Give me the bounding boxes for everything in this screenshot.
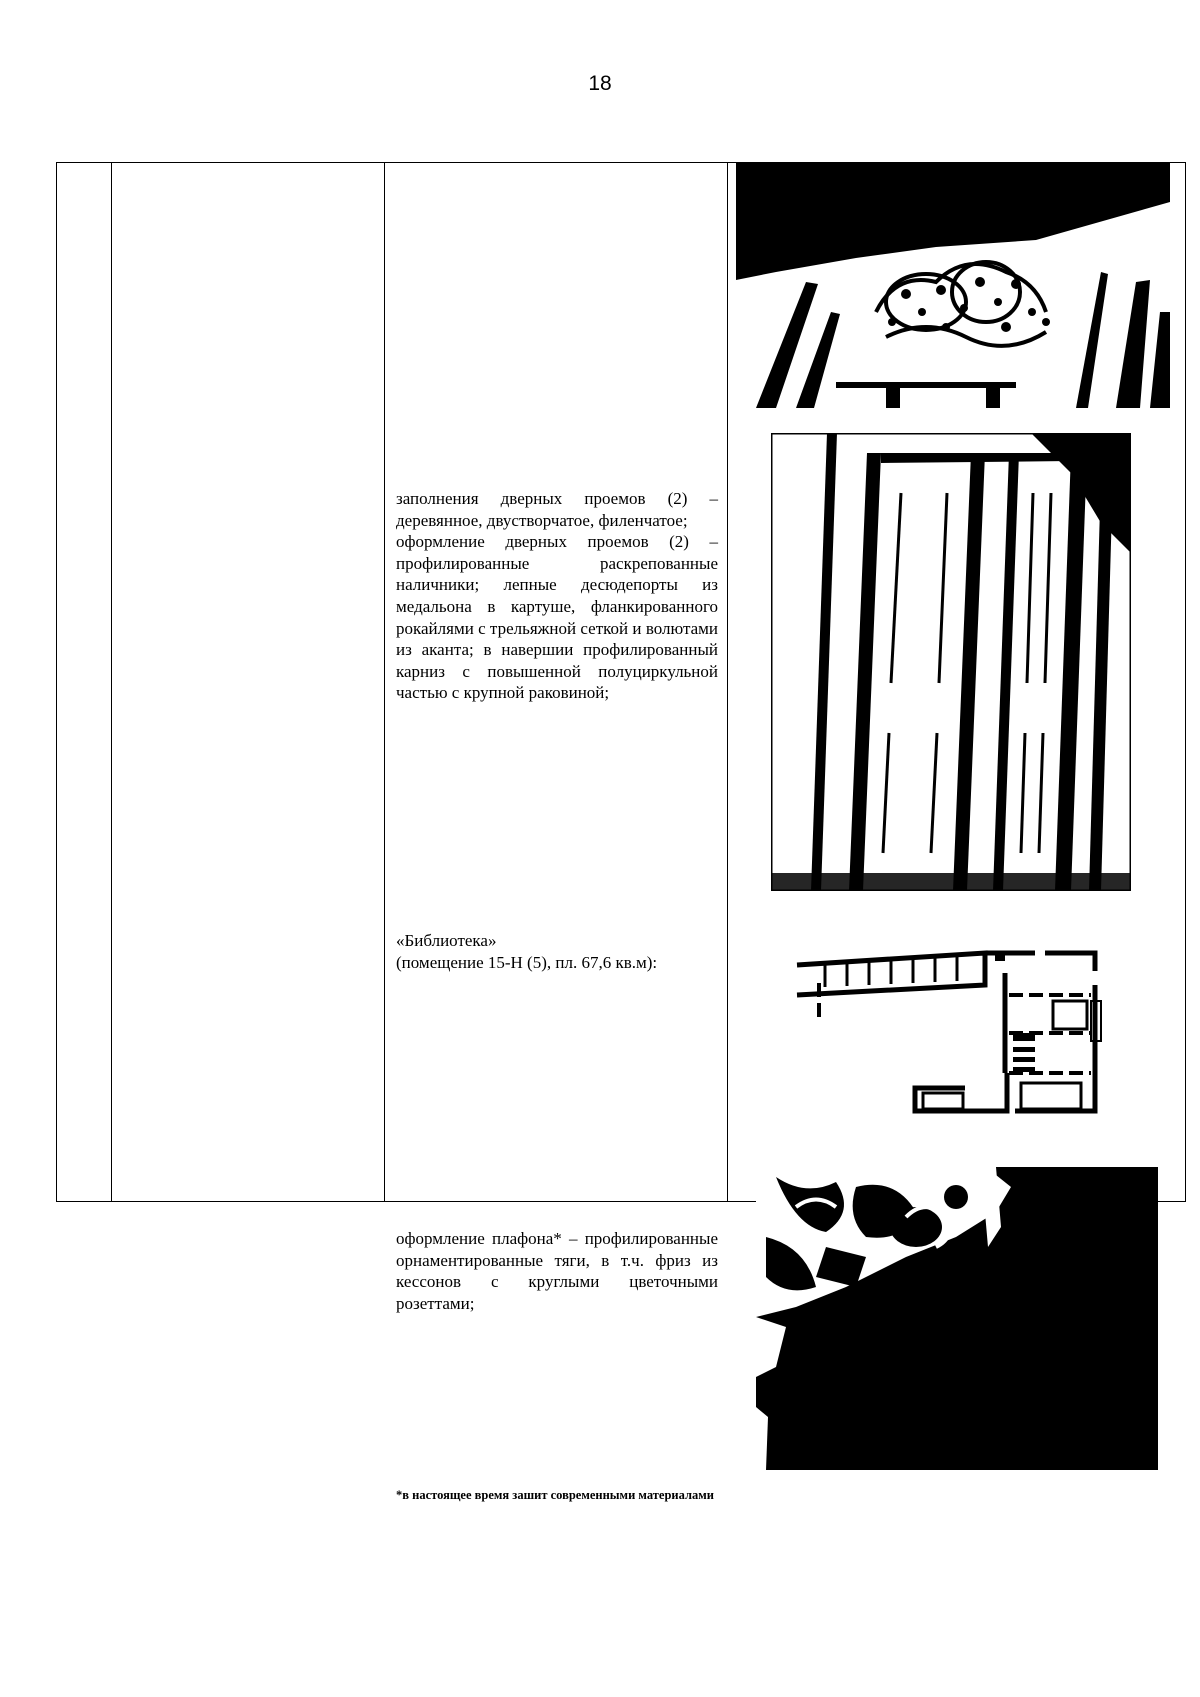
footnote-text: *в настоящее время зашит современными материалами [396, 1488, 714, 1502]
library-room-location: (помещение 15-Н (5), пл. 67,6 кв.м): [396, 952, 658, 972]
library-floor-plan-diagram [795, 923, 1115, 1119]
double-leaf-panel-door-photo [771, 433, 1131, 891]
footnote [396, 1487, 718, 1503]
door-decoration-text: оформление дверных проемов (2) – профилированные раскрепованные наличники; лепные десюдепорты из медальона в картуше, фланкированного рокайлями с трельяжной сеткой и волютами из аканта; в навершии профилированный карниз с повышенной полуциркульной частью с крупной раковиной; [396, 532, 718, 703]
table-column-divider [727, 163, 728, 1201]
door-description-block [396, 488, 718, 704]
ceiling-decoration-text: оформление плафона* – профилированные орнаментированные тяги, в т.ч. фриз из кессонов с круглыми цветочными розеттами; [396, 1229, 718, 1313]
library-heading-block [396, 930, 718, 973]
library-title: «Библиотека» [396, 931, 497, 950]
ceiling-plafond-fragment-photo [756, 1167, 1158, 1470]
door-overdoor-carving-photo [736, 162, 1170, 408]
door-filling-text: заполнения дверных проемов (2) – деревянное, двустворчатое, филенчатое; [396, 489, 718, 530]
table-column-divider [111, 163, 112, 1201]
table-column-divider [384, 163, 385, 1201]
ceiling-description-block [396, 1228, 718, 1314]
page-number: 18 [588, 72, 612, 95]
